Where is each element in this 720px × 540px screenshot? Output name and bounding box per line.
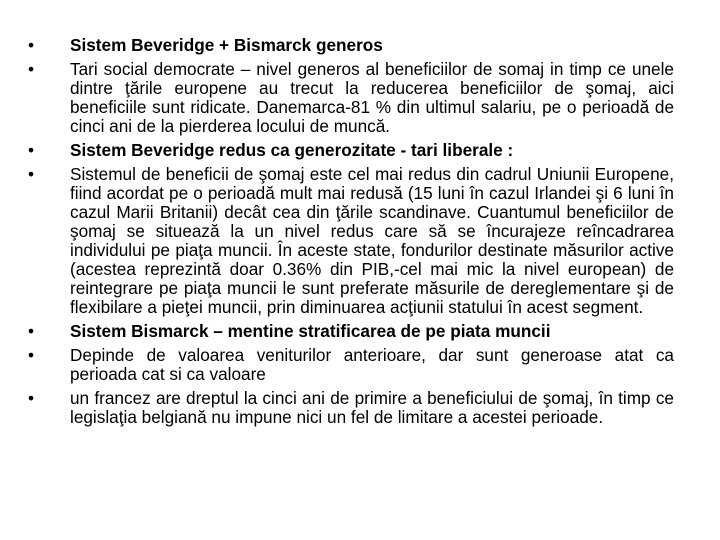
- bullet-text: Tari social democrate – nivel generos al beneficiilor de somaj in timp ce unele dintre ţările europene au trecut la reducerea beneficiilor de şomaj, aici beneficiile sunt ridicate. Danemarca-81 % din ultimul salariu, pe o perioadă de cinci ani de la pierderea locului de muncă.: [70, 59, 674, 136]
- bullet-text: Sistemul de beneficii de şomaj este cel mai redus din cadrul Uniunii Europene, fiind acordat pe o perioadă mult mai redusă (15 luni în cazul Irlandei şi 6 luni în cazul Marii Britanii) decât cea din ţările scandinave. Cuantumul beneficiilor de şomaj se situează la un nivel redus care să se încurajeze reîncadrarea individului pe piaţa muncii. În aceste state, fondurilor destinate măsurilor active (acestea reprezintă doar 0.36% din PIB,-cel mai mic la nivel european) de reintegrare pe piaţa muncii le sunt preferate măsurile de dereglementare şi de flexibilare a pieţei muncii, prin diminuarea acţiunii statului în acest segment.: [70, 164, 674, 317]
- bullet-text: un francez are dreptul la cinci ani de primire a beneficiului de şomaj, în timp ce legislaţia belgiană nu impune nici un fel de limitare a acestei perioade.: [70, 388, 674, 427]
- bullet-item-bismarck: [22, 322, 674, 341]
- bullet-item-beveridge-liberal: [22, 141, 674, 160]
- bullet-dot-icon: •: [27, 140, 35, 160]
- bullet-dot-icon: •: [27, 59, 35, 79]
- bullet-dot-icon: •: [27, 164, 35, 184]
- bullet-item-beveridge-bismarck: [22, 36, 674, 55]
- bullet-text: Depinde de valoarea veniturilor anterioare, dar sunt generoase atat ca perioada cat si ca valoare: [70, 345, 674, 384]
- bullet-list: [22, 36, 674, 432]
- bullet-text: Sistem Bismarck – mentine stratificarea de pe piata muncii: [70, 321, 551, 341]
- bullet-dot-icon: •: [27, 388, 35, 408]
- bullet-dot-icon: •: [27, 321, 35, 341]
- bullet-item-bismarck-income: [22, 346, 674, 384]
- bullet-text: Sistem Beveridge + Bismarck generos: [70, 35, 383, 55]
- bullet-item-france-belgium: [22, 389, 674, 427]
- bullet-text: Sistem Beveridge redus ca generozitate - tari liberale :: [70, 140, 514, 160]
- bullet-dot-icon: •: [27, 35, 35, 55]
- bullet-item-liberal-details: [22, 165, 674, 317]
- bullet-item-social-democrat: [22, 60, 674, 136]
- bullet-dot-icon: •: [27, 345, 35, 365]
